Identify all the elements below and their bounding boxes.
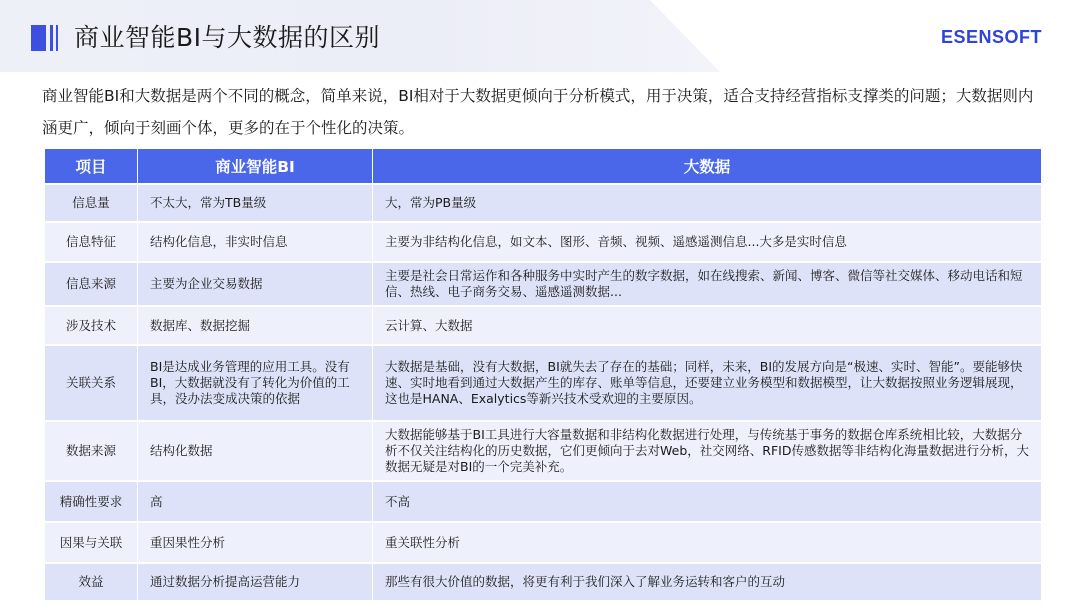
table-row (45, 482, 1041, 521)
table-row (45, 523, 1041, 562)
row-bigdata: 主要是社会日常运作和各种服务中实时产生的数字数据，如在线搜索、新闻、博客、微信等社交媒体、移动电话和短信、热线、电子商务交易、遥感遥测数据... (373, 263, 1041, 305)
row-item: 信息特征 (45, 223, 138, 261)
brand-logo: ESENSOFT (940, 27, 1042, 47)
comparison-table (45, 147, 1041, 602)
table-row (45, 185, 1041, 221)
row-bi: BI是达成业务管理的应用工具。没有BI，大数据就没有了转化为价值的工具，没办法变成决策的依据 (138, 346, 373, 420)
table-row (45, 263, 1041, 305)
row-item: 关联关系 (45, 346, 138, 420)
row-bigdata: 大数据能够基于BI工具进行大容量数据和非结构化数据进行处理，与传统基于事务的数据仓库系统相比较，大数据分析不仅关注结构化的历史数据，它们更倾向于去对Web，社交网络、RFID传感数据等非结构化海量数据进行分析，大数据无疑是对BI的一个完美补充。 (373, 422, 1041, 480)
row-bigdata: 云计算、大数据 (373, 307, 1041, 344)
intro-paragraph: 商业智能BI和大数据是两个不同的概念，简单来说，BI相对于大数据更倾向于分析模式，用于决策，适合支持经营指标支撑类的问题；大数据则内涵更广，倾向于刻画个体，更多的在于个性化的决策。 (42, 87, 1034, 137)
row-bi: 通过数据分析提高运营能力 (138, 564, 373, 600)
header-bi: 商业智能BI (138, 149, 373, 183)
row-item: 信息量 (45, 185, 138, 221)
table-row (45, 346, 1041, 420)
row-item: 精确性要求 (45, 482, 138, 521)
row-item: 信息来源 (45, 263, 138, 305)
row-item: 数据来源 (45, 422, 138, 480)
row-bi: 数据库、数据挖掘 (138, 307, 373, 344)
page-title: 商业智能BI与大数据的区别 (74, 23, 381, 52)
row-bi: 重因果性分析 (138, 523, 373, 562)
row-bi: 高 (138, 482, 373, 521)
row-item: 效益 (45, 564, 138, 600)
row-bi: 结构化数据 (138, 422, 373, 480)
header-bigdata: 大数据 (373, 149, 1041, 183)
row-bigdata: 重关联性分析 (373, 523, 1041, 562)
row-bi: 主要为企业交易数据 (138, 263, 373, 305)
row-bi: 结构化信息，非实时信息 (138, 223, 373, 261)
row-bigdata: 大，常为PB量级 (373, 185, 1041, 221)
row-bigdata: 主要为非结构化信息，如文本、图形、音频、视频、遥感遥测信息...大多是实时信息 (373, 223, 1041, 261)
table-row (45, 564, 1041, 600)
header-item: 项目 (45, 149, 138, 183)
row-item: 涉及技术 (45, 307, 138, 344)
row-bigdata: 那些有很大价值的数据，将更有利于我们深入了解业务运转和客户的互动 (373, 564, 1041, 600)
table-row (45, 223, 1041, 261)
table-row (45, 307, 1041, 344)
row-bi: 不太大，常为TB量级 (138, 185, 373, 221)
row-bigdata: 大数据是基础，没有大数据，BI就失去了存在的基础；同样，未来，BI的发展方向是“极速、实时、智能”。要能够快速、实时地看到通过大数据产生的库存、账单等信息，还要建立业务模型和数据模型，让大数据按照业务逻辑展现，这也是HANA、Exalytics等新兴技术受欢迎的主要原因。 (373, 346, 1041, 420)
table-header-row (45, 149, 1041, 183)
table-row (45, 422, 1041, 480)
row-item: 因果与关联 (45, 523, 138, 562)
row-bigdata: 不高 (373, 482, 1041, 521)
